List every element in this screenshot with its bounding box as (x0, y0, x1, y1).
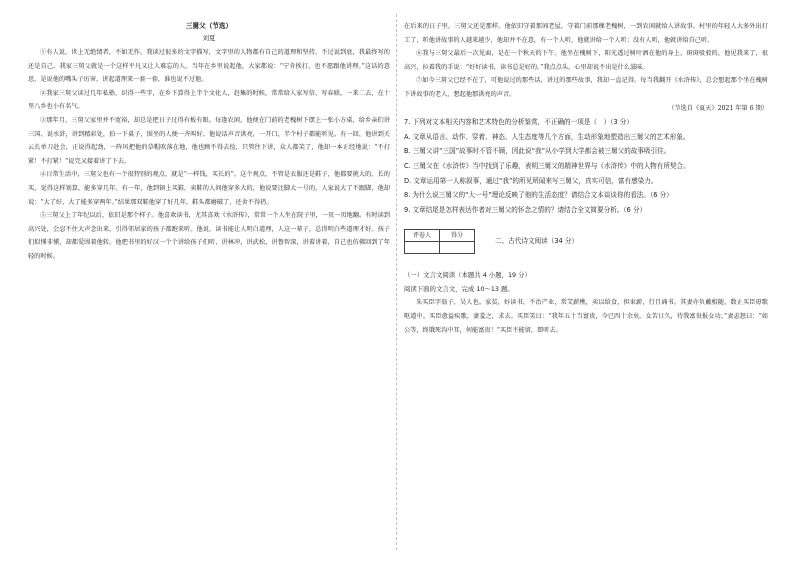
article-source: （节选自《夏天》2021 年第 6 期） (668, 104, 768, 112)
score-table-score-cell[interactable] (440, 242, 475, 254)
article-paragraph: ④日常生活中，三舅父也有一个很特别的观点，就是“一样钱，买长的”。这个观点，不管是衣服还是鞋子，他都要挑大的、长的买，觉得这样划算，能多穿几年。有一年，他到镇上买鞋，卖鞋的人问他穿多大的，他说要比脚大一号的，人家说大了不跟脚，他却说：“大了好，大了能多穿两年。”结果那双鞋他穿了好几年，鞋头都磨破了，还舍不得扔。 (28, 171, 390, 206)
score-table-grader-cell[interactable] (405, 242, 440, 254)
reading-instruction: 阅读下面的文言文，完成 10～13 题。 (404, 285, 514, 294)
subsection-title: （一）文言文阅读（本题共 4 小题，19 分） (404, 271, 531, 280)
article-paragraph: ①有人说，世上无绝情者，不如无作。我读过很多的文字描写，文字里的人物都有自己的道理和坚持，不过说到底，我最终写的还是自己。我家三舅父就是一个这样平凡又让人难忘的人。当年在乡里说起他，大家都说：“宁肯挨打，也不愿跟他讲理。”这话的意思，是说他的嘴头子厉害，讲起道理来一套一套，谁也说不过他。 (28, 49, 390, 84)
score-table (404, 229, 475, 254)
article-paragraph: ⑥我与三舅父最后一次见面，是在一个秋天的下午。他坐在槐树下，阳光透过树叶洒在他的身上，斑斑驳驳的。他见我来了，很高兴，拉着我的手说：“好好读书，读书总是好的。”我点点头，心里却说不出是什么滋味。 (404, 50, 768, 71)
classical-text: 朱买臣字翁子，吴人也。家贫，好读书，不治产业，常艾薪樵，卖以给食，担束薪，行且诵书。其妻亦负戴相随，数止买臣毋歌呕道中。买臣愈益疾歌，妻羞之，求去。买臣笑曰：“我年五十当富贵，今已四十余矣。女苦日久，待我富贵报女功。”妻恚怒曰：“如公等，终饿死沟中耳，何能富贵！”买臣不能留，即听去。 (404, 299, 768, 334)
score-table-grader-label: 评卷人 (405, 230, 440, 242)
article-paragraph: 在后来的日子里，三舅父还是那样。他依旧守着那间老屋，守着门前那棵老槐树，一到农闲就给人讲故事。村里的年轻人大多外出打工了，听他讲故事的人越来越少，他却并不在意，有一个人听，他就讲给一个人听；没有人听，他就讲给自己听。 (404, 23, 768, 44)
right-column (404, 20, 768, 337)
option-a: A. 文章从语言、动作、穿着、神态、人生态度等几个方面，生动形象地塑造出三舅父的艺术形象。 (404, 132, 690, 141)
section-header (404, 229, 768, 254)
article-paragraph: ③那年月，三舅父家里并不宽裕，却总是把日子过得有板有眼。每逢农闲，他便在门前的老槐树下摆上一张小方桌，给乡亲们讲三国、说水浒，讲到精彩处，拍一下桌子，围坐的人便一齐叫好。他说话声音洪亮，一开口，半个村子都能听见。有一回，他讲到关云长单刀赴会，正说得起劲，一阵风把他的草帽吹落在地，他也顾不得去捡，只管往下讲，众人都笑了，他却一本正经地说：“不打紧！不打紧！”说完又接着讲了下去。 (28, 116, 390, 165)
question-9: 9. 文章结尾是怎样表达作者对三舅父的怀念之情的？请结合全文简要分析。（6 分） (404, 205, 647, 214)
article-paragraph: ⑤三舅父上了年纪以后，依旧是那个样子。他喜欢读书，尤其喜欢《水浒传》，常常一个人坐在院子里，一页一页地翻。有时读到高兴处，会忍不住大声念出来，引得邻居家的孩子都跑来听。他说，读书能让人明白道理，人这一辈子，总得明白些道理才好。孩子们似懂非懂，却都爱围着他转。他把书里的好汉一个个讲给孩子们听，讲林冲，讲武松，讲鲁智深，讲着讲着，自己也仿佛回到了年轻的时候。 (28, 212, 390, 260)
option-b: B. 三舅父讲“三国”故事时不管不顾，因此说“我”从小学到大学都会被三舅父的故事吸引住。 (404, 147, 671, 156)
option-d: D. 文章运用第一人称叙事，通过“我”的所见所闻来写三舅父，真实可信，富有感染力。 (404, 176, 658, 185)
article-title: 三舅父（节选） (185, 22, 233, 30)
article-paragraph: ②我家三舅父读过几年私塾，识得一些字，在乡下算得上半个文化人，赶集的时候，常常给人家写信、写春联，一来二去，在十里八乡也小有名气。 (28, 89, 390, 111)
score-table-score-label: 得分 (440, 230, 475, 242)
article-author: 刘夏 (202, 34, 216, 42)
column-divider (396, 14, 397, 550)
section-title: 二、古代诗文阅读（34 分） (495, 237, 579, 246)
option-c: C. 三舅父在《水浒传》当中找到了乐趣，表明三舅父的精神世界与《水浒传》中的人物有所契合。 (404, 161, 690, 170)
question-7: 7. 下列对文本相关内容和艺术特色的分析鉴赏，不正确的一项是（ ）（3 分） (404, 118, 633, 127)
article-paragraph: ⑦如今三舅父已经不在了，可他说过的那些话，讲过的那些故事，我却一直记得。每当我翻开《水浒传》，总会想起那个坐在槐树下讲故事的老人，想起他那洪亮的声音。 (404, 77, 768, 98)
question-8: 8. 为什么说三舅父的“大一号”理论反映了他的生活态度？请结合文本谈谈你的看法。（6 分） (404, 191, 673, 200)
left-column (28, 20, 390, 264)
